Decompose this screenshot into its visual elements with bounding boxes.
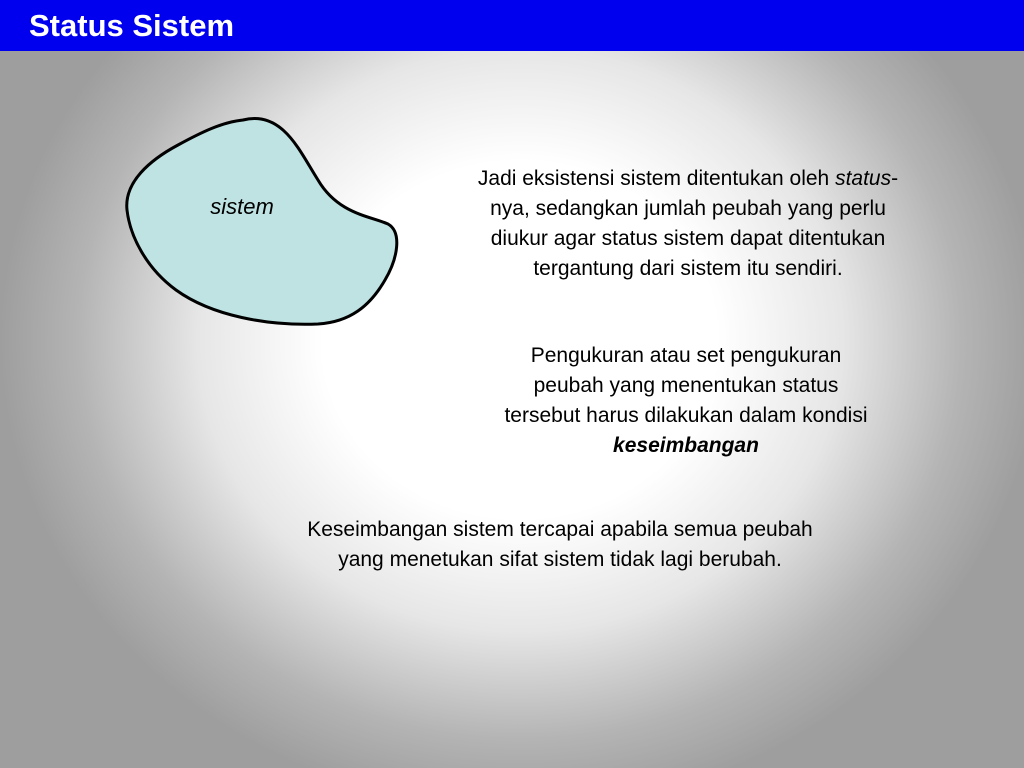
paragraph-equilibrium-line1: Keseimbangan sistem tercapai apabila semua peubah xyxy=(307,518,813,541)
paragraph-equilibrium xyxy=(220,515,900,575)
system-blob-shape xyxy=(127,118,397,324)
system-blob-label: sistem xyxy=(210,194,274,219)
paragraph-existence xyxy=(408,164,968,284)
slide-title: Status Sistem xyxy=(29,8,235,43)
paragraph-existence-line4: tergantung dari sistem itu sendiri. xyxy=(533,257,843,280)
paragraph-existence-line1: Jadi eksistensi sistem ditentukan oleh status- xyxy=(477,167,899,190)
paragraph-measurement xyxy=(446,341,926,461)
paragraph-measurement-line2: peubah yang menentukan status xyxy=(533,374,839,397)
keseimbangan-emphasis: keseimbangan xyxy=(613,434,759,457)
status-italic: status xyxy=(835,167,892,190)
paragraph-measurement-line1: Pengukuran atau set pengukuran xyxy=(530,344,842,367)
paragraph-measurement-line3: tersebut harus dilakukan dalam kondisi xyxy=(504,404,868,427)
paragraph-existence-line3: diukur agar status sistem dapat ditentukan xyxy=(490,227,886,250)
paragraph-existence-line2: nya, sedangkan jumlah peubah yang perlu xyxy=(490,197,886,220)
paragraph-equilibrium-line2: yang menetukan sifat sistem tidak lagi berubah. xyxy=(338,548,782,571)
